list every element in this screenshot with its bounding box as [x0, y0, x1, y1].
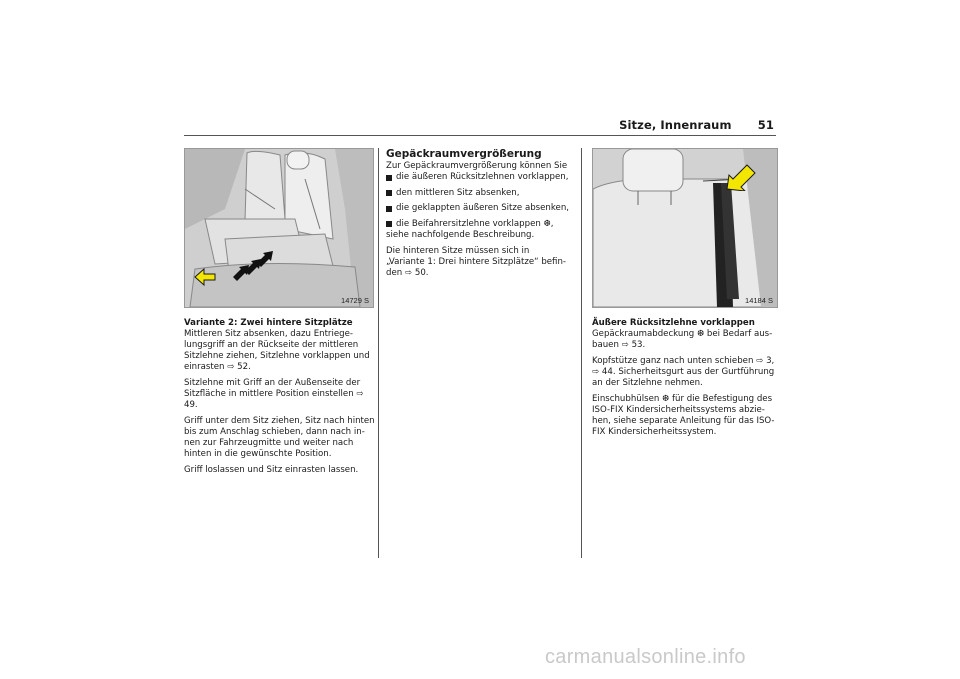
text-line: an der Sitzlehne nehmen. [592, 377, 703, 388]
text-line: bis zum Anschlag schieben, dann nach in- [184, 426, 365, 437]
text-line: Griff unter dem Sitz ziehen, Sitz nach hinten [184, 415, 375, 426]
paragraph [184, 416, 378, 460]
left-column [184, 318, 378, 480]
figure-rear-seats [184, 148, 374, 308]
figure-code: 14729 S [341, 296, 369, 305]
bullet-square-icon [386, 175, 392, 181]
text-line: bauen ⇨ 53. [592, 340, 646, 351]
bullet-square-icon [386, 221, 392, 227]
text-line: FIX Kindersicherheitssystem. [592, 426, 717, 437]
bullet-square-icon [386, 190, 392, 196]
paragraph [184, 378, 378, 411]
text-line: 49. [184, 400, 198, 411]
text-line: ISO-FIX Kindersicherheitssystems abzie- [592, 404, 765, 415]
list-item-text: die geklappten äußeren Sitze absenken, [396, 203, 570, 214]
text-line: den ⇨ 50. [386, 267, 429, 278]
middle-column [386, 148, 576, 283]
figure-rear-backrest [592, 148, 778, 308]
text-line: nen zur Fahrzeugmitte und weiter nach [184, 437, 354, 448]
text-line: ⇨ 44. Sicherheitsgurt aus der Gurtführung [592, 366, 775, 377]
yellow-arrow-icon [193, 267, 217, 287]
text-line: Sitzlehne ziehen, Sitzlehne vorklappen und [184, 351, 370, 362]
list-item-text: die Beifahrersitzlehne vorklappen ❆, [396, 218, 554, 229]
intro-text: Zur Gepäckraumvergrößerung können Sie [386, 161, 568, 171]
text-line: Sitzlehne mit Griff an der Außenseite der [184, 377, 361, 388]
section-heading: Gepäckraumvergrößerung [386, 148, 542, 160]
paragraph: Griff loslassen und Sitz einrasten lassen. [184, 464, 359, 475]
watermark-link[interactable]: carmanualsonline.info [545, 646, 746, 668]
paragraph [592, 394, 778, 438]
header-rule [184, 135, 776, 136]
section-heading: Äußere Rücksitzlehne vorklappen [592, 318, 755, 328]
list-item-text: die äußeren Rücksitzlehnen vorklappen, [396, 172, 569, 183]
text-line: lungsgriff an der Rückseite der mittleren [184, 340, 359, 351]
page-number: 51 [757, 118, 774, 132]
text-line: Sitzfläche in mittlere Position einstellen ⇨ [184, 389, 364, 400]
paragraph [386, 246, 576, 279]
column-divider-left [378, 148, 379, 558]
list-item-text: den mittleren Sitz absenken, [396, 187, 520, 198]
text-line: einrasten ⇨ 52. [184, 362, 251, 373]
right-column [592, 318, 778, 442]
movement-arrows-icon [231, 251, 277, 281]
text-line: hinten in die gewünschte Position. [184, 449, 332, 460]
paragraph [592, 356, 778, 389]
list-item [386, 203, 576, 214]
list-item [386, 188, 576, 199]
text-line: Kopfstütze ganz nach unten schieben ⇨ 3, [592, 355, 775, 366]
paragraph [592, 329, 778, 351]
section-heading: Variante 2: Zwei hintere Sitzplätze [184, 318, 353, 328]
text-line: hen, siehe separate Anleitung für das ISO- [592, 415, 775, 426]
column-divider-right [581, 148, 582, 558]
text-line: Mittleren Sitz absenken, dazu Entriege- [184, 329, 353, 340]
page-header [619, 118, 774, 132]
text-line: Einschubhülsen ❆ für die Befestigung des [592, 393, 773, 404]
paragraph [184, 329, 378, 373]
list-item [386, 172, 576, 183]
paragraph: siehe nachfolgende Beschreibung. [386, 229, 535, 240]
text-line: „Variante 1: Drei hintere Sitzplätze“ befin- [386, 256, 567, 267]
list-item [386, 219, 576, 230]
figure-code: 14184 S [745, 296, 773, 305]
header-title: Sitze, Innenraum [619, 118, 732, 132]
bullet-square-icon [386, 206, 392, 212]
text-line: Gepäckraumabdeckung ❆ bei Bedarf aus- [592, 329, 773, 340]
text-line: Die hinteren Sitze müssen sich in [386, 245, 530, 256]
yellow-arrow-icon [725, 163, 757, 191]
